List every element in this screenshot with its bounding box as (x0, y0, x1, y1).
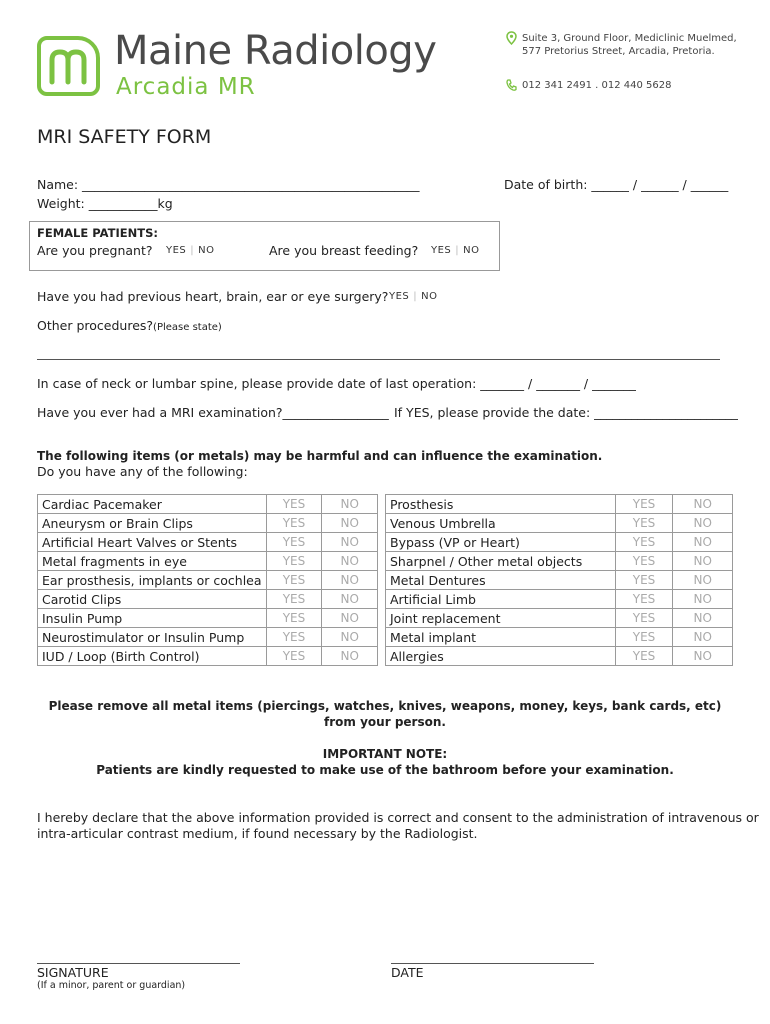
breastfeeding-question: Are you breast feeding? (269, 243, 419, 258)
yes-option[interactable]: YES (266, 628, 322, 647)
table-row (386, 590, 733, 609)
no-option[interactable]: NO (673, 495, 733, 514)
remove-metal-line1: Please remove all metal items (piercings, watches, knives, weapons, money, keys, bank cards, etc) (48, 699, 722, 713)
phone-numbers: 012 341 2491 . 012 440 5628 (522, 80, 672, 91)
pregnant-no[interactable]: NO (198, 245, 215, 256)
table-row (386, 571, 733, 590)
no-option[interactable]: NO (673, 571, 733, 590)
yes-option[interactable]: YES (266, 514, 322, 533)
yes-option[interactable]: YES (266, 571, 322, 590)
item-label: Cardiac Pacemaker (38, 495, 267, 514)
yes-option[interactable]: YES (615, 552, 673, 571)
mri-exam-question[interactable]: Have you ever had a MRI examination?_________________ (37, 405, 389, 420)
signature-label: SIGNATURE (37, 965, 109, 980)
yes-option[interactable]: YES (615, 533, 673, 552)
surgery-question: Have you had previous heart, brain, ear or eye surgery? (37, 289, 389, 304)
date-line[interactable] (391, 963, 594, 964)
yes-option[interactable]: YES (266, 647, 322, 666)
address-text: Suite 3, Ground Floor, Mediclinic Muelmed, 577 Pretorius Street, Arcadia, Pretoria. (522, 33, 737, 57)
date-label: DATE (391, 965, 424, 980)
item-label: Bypass (VP or Heart) (386, 533, 616, 552)
item-label: Carotid Clips (38, 590, 267, 609)
table-row (386, 609, 733, 628)
location-pin-icon (506, 31, 517, 48)
name-field[interactable]: Name: ______________________________________________________ (37, 177, 420, 192)
table-row (38, 628, 378, 647)
mri-exam-date[interactable]: If YES, please provide the date: _______________________ (394, 405, 738, 420)
yes-option[interactable]: YES (266, 533, 322, 552)
table-row (38, 609, 378, 628)
item-label: Metal Dentures (386, 571, 616, 590)
declaration-line2: intra-articular contrast medium, if found necessary by the Radiologist. (37, 826, 478, 841)
logo-icon (37, 36, 100, 96)
yes-option[interactable]: YES (615, 590, 673, 609)
no-option[interactable]: NO (673, 590, 733, 609)
item-label: Neurostimulator or Insulin Pump (38, 628, 267, 647)
table-row (386, 495, 733, 514)
table-row (386, 552, 733, 571)
table-row (38, 495, 378, 514)
table-row (386, 628, 733, 647)
pregnant-yes[interactable]: YES (166, 245, 187, 256)
spine-operation-question[interactable]: In case of neck or lumbar spine, please provide date of last operation: _______ / _______ / _______ (37, 376, 636, 391)
item-label: Prosthesis (386, 495, 616, 514)
no-option[interactable]: NO (322, 495, 378, 514)
breastfeeding-no[interactable]: NO (463, 245, 480, 256)
metal-items-table-left (37, 494, 378, 666)
important-note-heading: IMPORTANT NOTE: (322, 747, 448, 761)
pregnant-yes-no[interactable]: YES | NO (166, 245, 215, 256)
no-option[interactable]: NO (322, 647, 378, 666)
item-label: Metal fragments in eye (38, 552, 267, 571)
page-title: MRI SAFETY FORM (37, 126, 212, 148)
item-label: Artificial Limb (386, 590, 616, 609)
item-label: IUD / Loop (Birth Control) (38, 647, 267, 666)
phone-icon (506, 79, 517, 94)
metal-items-table-right (385, 494, 733, 666)
no-option[interactable]: NO (322, 571, 378, 590)
yes-option[interactable]: YES (615, 514, 673, 533)
item-label: Insulin Pump (38, 609, 267, 628)
yes-option[interactable]: YES (615, 647, 673, 666)
table-row (38, 571, 378, 590)
no-option[interactable]: NO (673, 609, 733, 628)
no-option[interactable]: NO (322, 628, 378, 647)
remove-metal-line2: from your person. (324, 715, 446, 729)
no-option[interactable]: NO (322, 609, 378, 628)
no-option[interactable]: NO (673, 533, 733, 552)
pregnant-question: Are you pregnant? (37, 243, 153, 258)
other-procedures-label: Other procedures?(Please state) (37, 318, 222, 333)
other-procedures-hint: (Please state) (153, 322, 222, 333)
item-label: Venous Umbrella (386, 514, 616, 533)
table-row (386, 514, 733, 533)
yes-option[interactable]: YES (266, 495, 322, 514)
no-option[interactable]: NO (673, 552, 733, 571)
surgery-yes[interactable]: YES (389, 291, 410, 302)
surgery-no[interactable]: NO (421, 291, 438, 302)
item-label: Metal implant (386, 628, 616, 647)
no-option[interactable]: NO (673, 514, 733, 533)
no-option[interactable]: NO (673, 647, 733, 666)
table-row (386, 647, 733, 666)
female-heading: FEMALE PATIENTS: (37, 226, 158, 240)
declaration-line1: I hereby declare that the above information provided is correct and consent to the administration of intravenous or (37, 810, 759, 825)
brand-subtitle: Arcadia MR (116, 74, 256, 100)
item-label: Aneurysm or Brain Clips (38, 514, 267, 533)
table-row (38, 552, 378, 571)
no-option[interactable]: NO (322, 590, 378, 609)
weight-field[interactable]: Weight: ___________kg (37, 196, 173, 211)
breastfeeding-yes-no[interactable]: YES | NO (431, 245, 480, 256)
dob-field[interactable]: Date of birth: ______ / ______ / ______ (504, 177, 729, 192)
brand-name: Maine Radiology (114, 28, 437, 74)
no-option[interactable]: NO (322, 552, 378, 571)
no-option[interactable]: NO (673, 628, 733, 647)
no-option[interactable]: NO (322, 514, 378, 533)
table-row (386, 533, 733, 552)
signature-line[interactable] (37, 963, 240, 964)
yes-option[interactable]: YES (615, 628, 673, 647)
item-label: Artificial Heart Valves or Stents (38, 533, 267, 552)
item-label: Ear prosthesis, implants or cochlea (38, 571, 267, 590)
no-option[interactable]: NO (322, 533, 378, 552)
table-row (38, 514, 378, 533)
yes-option[interactable]: YES (615, 571, 673, 590)
item-label: Sharpnel / Other metal objects (386, 552, 616, 571)
yes-option[interactable]: YES (266, 552, 322, 571)
table-row (38, 590, 378, 609)
yes-option[interactable]: YES (615, 609, 673, 628)
signature-hint: (If a minor, parent or guardian) (37, 980, 186, 991)
item-label: Joint replacement (386, 609, 616, 628)
yes-option[interactable]: YES (266, 590, 322, 609)
surgery-yes-no[interactable]: YES | NO (389, 291, 438, 302)
items-subheading: Do you have any of the following: (37, 464, 248, 479)
breastfeeding-yes[interactable]: YES (431, 245, 452, 256)
other-procedures-input-line[interactable] (37, 359, 720, 360)
items-heading: The following items (or metals) may be harmful and can influence the examination. (37, 449, 603, 463)
table-row (38, 533, 378, 552)
item-label: Allergies (386, 647, 616, 666)
yes-option[interactable]: YES (266, 609, 322, 628)
important-note-text: Patients are kindly requested to make use of the bathroom before your examination. (96, 763, 674, 777)
yes-option[interactable]: YES (615, 495, 673, 514)
table-row (38, 647, 378, 666)
